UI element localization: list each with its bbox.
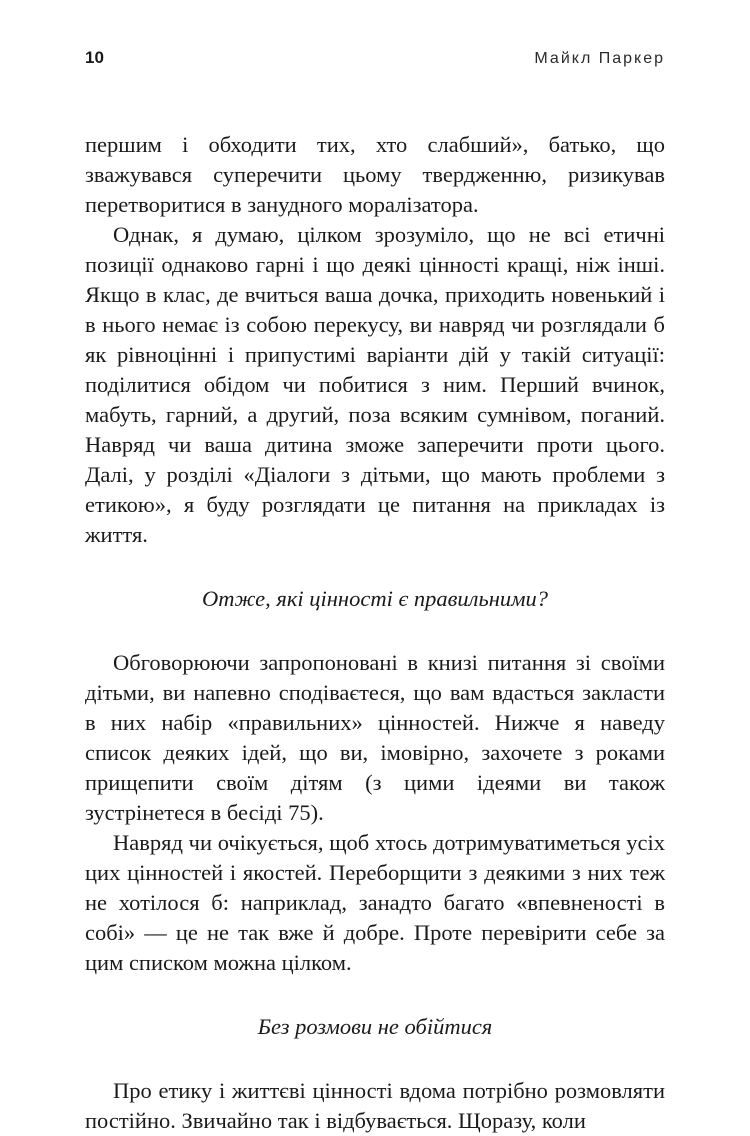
page-number: 10 [85, 48, 104, 67]
section-heading: Без розмови не обійтися [257, 1014, 493, 1039]
running-head [85, 48, 665, 74]
paragraph: Про етику і життєві цінності вдома потрібно розмовляти постійно. Звичайно так і відбувається. Щоразу, коли [85, 1078, 665, 1133]
paragraph: Однак, я думаю, цілком зрозуміло, що не всі етичні позиції однаково гарні і що деякі цінності кращі, ніж інші. Якщо в клас, де вчиться ваша дочка, приходить новенький і в нього немає із собою перекусу, ви навряд чи розглядали б як рівноцінні і припустимі варіанти дій у такій ситуації: поділитися обідом чи побитися з ним. Перший вчинок, мабуть, гарний, а другий, поза всяким сумнівом, поганий. Навряд чи ваша дитина зможе заперечити проти цього. Далі, у розділі «Діалоги з дітьми, що мають проблеми з етикою», я буду розглядати це питання на прикладах із життя. [85, 222, 665, 547]
body-text [85, 130, 665, 1136]
section-heading: Отже, які цінності є правильними? [202, 586, 548, 611]
paragraph: Обговорюючи запропоновані в книзі питання зі своїми дітьми, ви напевно сподіваєтеся, що вам вдасться закласти в них набір «правильних» цінностей. Нижче я наведу список деяких ідей, що ви, імовірно, захочете з роками прищепити своїм дітям (з цими ідеями ви також зустрінетеся в бесіді 75). [85, 650, 665, 825]
running-author: Майкл Паркер [534, 50, 665, 67]
book-page [85, 48, 665, 1136]
paragraph-continued: першим і обходити тих, хто слабший», батько, що зважувався суперечити цьому твердженню, ризикував перетворитися в занудного моралізатора. [85, 132, 665, 217]
paragraph: Навряд чи очікується, щоб хтось дотримуватиметься усіх цих цінностей і якостей. Переборщити з деякими з них теж не хотілося б: наприклад, занадто багато «впевненості в собі» — це не так вже й добре. Проте перевірити себе за цим списком можна цілком. [85, 830, 665, 975]
